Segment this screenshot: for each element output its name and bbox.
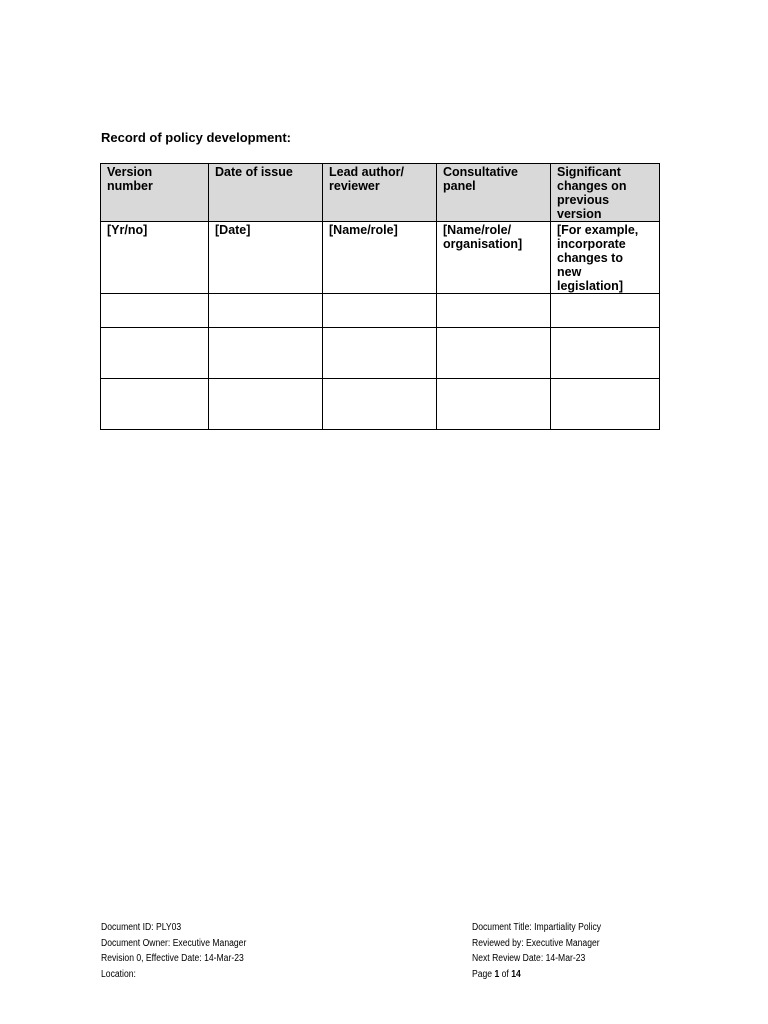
table-cell[interactable] bbox=[323, 328, 437, 379]
table-cell[interactable] bbox=[437, 294, 551, 328]
footer-document-title: Document Title: Impartiality Policy bbox=[472, 922, 602, 933]
table-cell[interactable] bbox=[209, 328, 323, 379]
table-cell[interactable] bbox=[551, 379, 660, 430]
table-cell[interactable] bbox=[101, 328, 209, 379]
footer-next-review: Next Review Date: 14-Mar-23 bbox=[472, 953, 586, 964]
header-date-of-issue: Date of issue bbox=[209, 164, 323, 222]
table-cell[interactable] bbox=[323, 294, 437, 328]
page-of: of bbox=[499, 968, 512, 980]
footer-right bbox=[472, 920, 601, 982]
table-cell[interactable] bbox=[551, 328, 660, 379]
table-cell[interactable] bbox=[437, 328, 551, 379]
table-row bbox=[101, 328, 660, 379]
table-cell[interactable]: [For example, incorporate changes to new legislation] bbox=[551, 222, 660, 294]
page-current: 1 bbox=[494, 968, 500, 980]
table-cell[interactable] bbox=[551, 294, 660, 328]
table-row bbox=[101, 222, 660, 294]
table-cell[interactable]: [Yr/no] bbox=[101, 222, 209, 294]
header-consultative-panel: Consultative panel bbox=[437, 164, 551, 222]
footer-document-owner: Document Owner: Executive Manager bbox=[101, 937, 247, 949]
policy-development-table bbox=[100, 163, 660, 430]
table-cell[interactable] bbox=[101, 379, 209, 430]
footer-page-number bbox=[472, 967, 601, 983]
section-heading: Record of policy development: bbox=[101, 130, 291, 145]
footer-reviewed-by: Reviewed by: Executive Manager bbox=[472, 937, 600, 949]
page-prefix: Page bbox=[472, 968, 495, 980]
table-row bbox=[101, 294, 660, 328]
table-cell[interactable] bbox=[323, 379, 437, 430]
footer-left bbox=[101, 920, 246, 982]
header-lead-author: Lead author/ reviewer bbox=[323, 164, 437, 222]
table-header-row bbox=[101, 164, 660, 222]
page-total: 14 bbox=[511, 968, 521, 980]
table-cell[interactable]: [Date] bbox=[209, 222, 323, 294]
table-cell[interactable] bbox=[101, 294, 209, 328]
table-row bbox=[101, 379, 660, 430]
table-cell[interactable] bbox=[209, 294, 323, 328]
table-cell[interactable]: [Name/role/ organisation] bbox=[437, 222, 551, 294]
table-cell[interactable]: [Name/role] bbox=[323, 222, 437, 294]
header-significant-changes: Significant changes on previous version bbox=[551, 164, 660, 222]
header-version-number: Version number bbox=[101, 164, 209, 222]
footer-location: Location: bbox=[101, 968, 136, 980]
table-cell[interactable] bbox=[437, 379, 551, 430]
footer-document-id: Document ID: PLY03 bbox=[101, 922, 182, 933]
footer-revision: Revision 0, Effective Date: 14-Mar-23 bbox=[101, 953, 244, 964]
table-cell[interactable] bbox=[209, 379, 323, 430]
